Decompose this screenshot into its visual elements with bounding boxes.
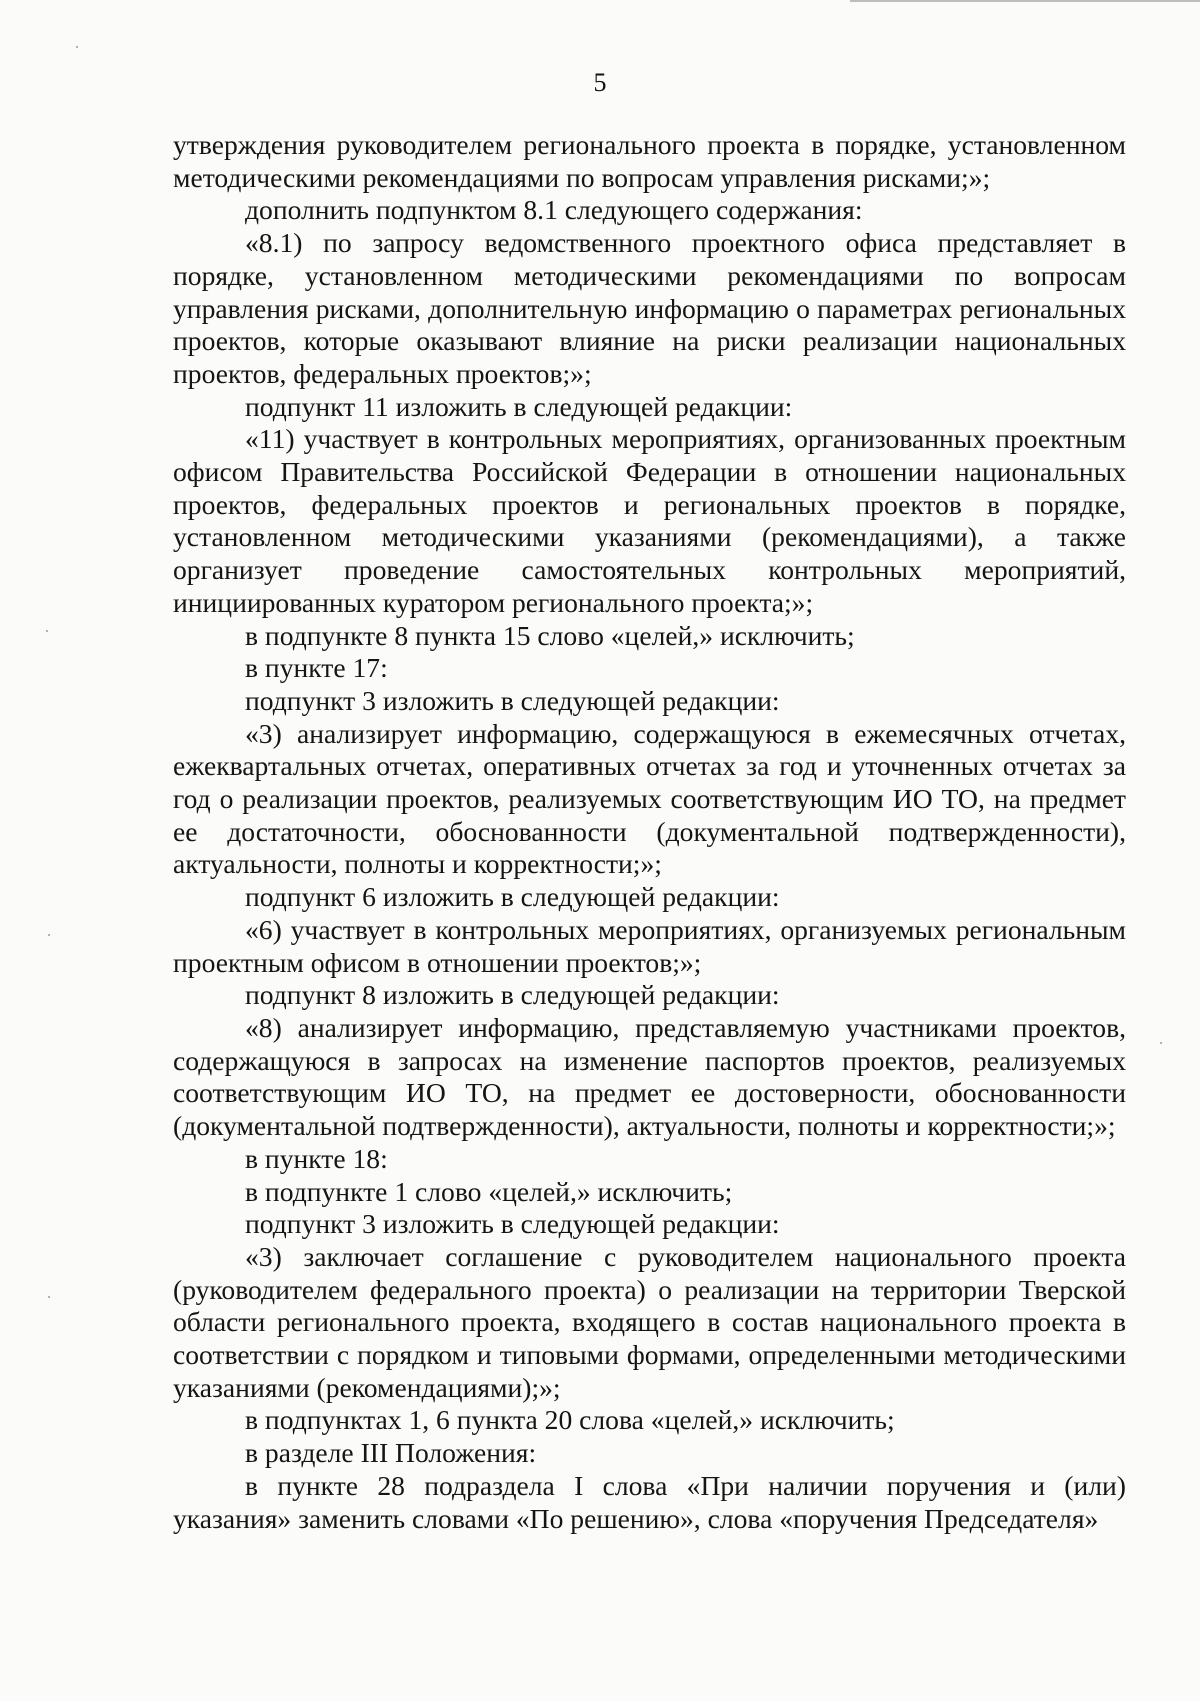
paragraph: «3) анализирует информацию, содержащуюся в ежемесячных отчетах, ежеквартальных отчетах, оперативных отчетах за год и уточненных отчетах за год о реализации проектов, реализуемых соответствующим ИО ТО, на предмет ее достаточности, обоснованности (документальной подтвержденности), актуальности, полноты и корректности;»; [173, 717, 1126, 880]
paragraph: «11) участвует в контрольных мероприятиях, организованных проектным офисом Правительства Российской Федерации в отношении национальных проектов, федеральных проектов и региональных проектов в порядке, установленном методическими указаниями (рекомендациями), а также организует проведение самостоятельных контрольных мероприятий, инициированных куратором регионального проекта;»; [173, 423, 1126, 618]
paragraph: в разделе III Положения: [245, 1437, 537, 1469]
paragraph: «6) участвует в контрольных мероприятиях, организуемых региональным проектным офисом в отношении проектов;»; [173, 913, 1126, 978]
paragraph: подпункт 11 изложить в следующей редакции: [245, 390, 793, 422]
paragraph: «8.1) по запросу ведомственного проектного офиса представляет в порядке, установленном методическими рекомендациями по вопросам управления рисками, дополнительную информацию о параметрах региональных проектов, которые оказывают влияние на риски реализации национальных проектов, федеральных проектов;»; [173, 227, 1126, 389]
scan-border-line [850, 0, 1200, 2]
paragraph: подпункт 6 изложить в следующей редакции: [245, 881, 780, 913]
page-number: 5 [593, 68, 607, 97]
paragraph: утверждения руководителем регионального проекта в порядке, установленном методическими рекомендациями по вопросам управления рисками;»; [173, 129, 1126, 193]
paragraph: «3) заключает соглашение с руководителем национального проекта (руководителем федерального проекта) о реализации на территории Тверской области регионального проекта, входящего в состав национального проекта в соответствии с порядком и типовыми формами, определенными методическими указаниями (рекомендациями);»; [173, 1240, 1126, 1403]
paragraph: «8) анализирует информацию, представляемую участниками проектов, содержащуюся в запросах на изменение паспортов проектов, реализуемых соответствующим ИО ТО, на предмет ее достоверности, обоснованности (документальной подтвержденности), актуальности, полноты и корректности;»; [173, 1011, 1126, 1142]
scan-speck [48, 934, 50, 936]
scan-speck [1160, 1042, 1162, 1044]
paragraph: в пункте 17: [245, 652, 388, 684]
paragraph: подпункт 8 изложить в следующей редакции: [245, 979, 780, 1011]
paragraph: в пункте 18: [245, 1142, 388, 1174]
scan-speck [48, 1296, 50, 1298]
paragraph: в подпунктах 1, 6 пункта 20 слова «целей,» исключить; [245, 1404, 895, 1436]
paragraph: подпункт 3 изложить в следующей редакции: [245, 1208, 780, 1240]
paragraph: в пункте 28 подраздела I слова «При наличии поручения и (или) указания» заменить словами «По решению», слова «поручения Председателя» [173, 1469, 1126, 1534]
paragraph: в подпункте 8 пункта 15 слово «целей,» исключить; [245, 619, 855, 651]
paragraph: в подпункте 1 слово «целей,» исключить; [245, 1175, 733, 1207]
scan-speck [76, 46, 78, 48]
paragraph: дополнить подпунктом 8.1 следующего содержания: [245, 194, 863, 226]
paragraph: подпункт 3 изложить в следующей редакции: [245, 684, 780, 716]
scan-speck [46, 630, 48, 632]
document-body [173, 129, 1126, 1535]
